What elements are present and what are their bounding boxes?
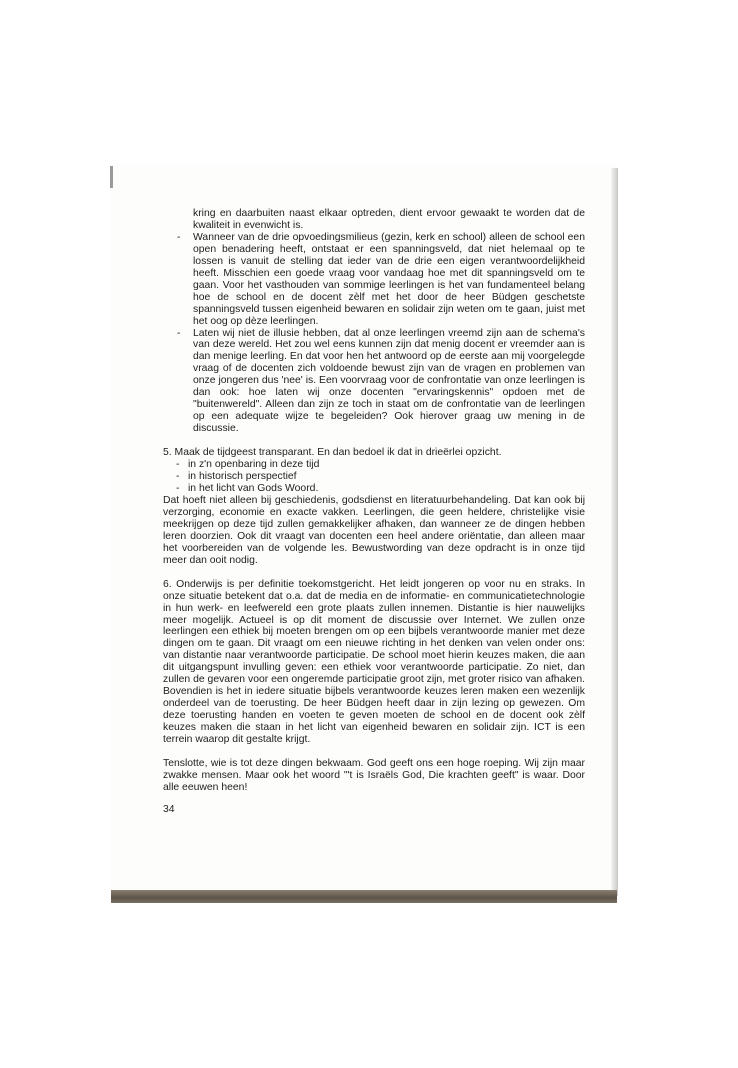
- bullet-text: Laten wij niet de illusie hebben, dat al onze leerlingen vreemd zijn aan de schema's van deze wereld. Het zou wel eens kunnen zijn dat menig docent er vreemder aan is dan menige leerling. En dat voor hen het antwoord op de eerste aan mij voorgelegde vraag of de docenten zich voldoende bewust zijn van de vragen en problemen van onze jongeren dus 'nee' is. Een voorvraag voor de confrontatie van onze leerlingen is dan ook: hoe laten wij onze docenten "ervaringskennis" opdoen met de "buitenwereld". Alleen dan zijn ze toch in staat om de confrontatie van de leerlingen op een adequate wijze te begeleiden? Ook hierover graag uw mening in de discussie.: [193, 327, 585, 435]
- list-item: - in historisch perspectief: [176, 471, 297, 483]
- closing-paragraph: Tenslotte, wie is tot deze dingen bekwaam. God geeft ons een hoge roeping. Wij zijn maar zwakke mensen. Maar ook het woord "'t is Israëls God, Die krachten geeft" is waar. Door alle eeuwen heen!: [163, 757, 585, 793]
- page-text: [163, 208, 585, 826]
- point-6-paragraph: 6. Onderwijs is per definitie toekomstgericht. Het leidt jongeren op voor nu en straks. In onze situatie betekent dat o.a. dat de media en de informatie- en communicatietechnologie in hun werk- en leefwereld een grote plaats zullen innemen. Distantie is hier nauwelijks meer mogelijk. Actueel is op dit moment de discussie over Internet. We zullen onze leerlingen een ethiek bij moeten brengen om op een bijbels verantwoorde manier met deze dingen om te gaan. Dit vraagt om een nieuwe richting in het denken van velen onder ons: van distantie naar verantwoorde participatie. De school moet hierin keuzes maken, die aan dit uitgangspunt invulling geven: een ethiek voor verantwoorde participatie. Zo niet, dan zullen de gevaren voor een ongeremde participatie groot zijn, met groter risico van afhaken. Bovendien is het in iedere situatie bijbels verantwoorde keuzes leren maken een wezenlijk onderdeel van de toerusting. De heer Büdgen heeft daar in zijn lezing op gewezen. Om deze toerusting handen en voeten te geven moeten de school en de docent ook zèlf keuzes maken die staan in het licht van eigenheid bewaren en solidair zijn. ICT is een terrein waarop dit gestalte krijgt.: [163, 578, 585, 746]
- point-5-body: Dat hoeft niet alleen bij geschiedenis, godsdienst en literatuurbehandeling. Dat kan ook bij verzorging, economie en exacte vakken. Leerlingen, die geen heldere, christelijke visie meekrijgen op deze tijd zullen gemakkelijker afhaken, dan wanneer ze de dingen hebben leren doorzien. Ook dit vraagt van docenten een heel andere oriëntatie, dan alleen maar het voorbereiden van de volgende les. Bewustwording van deze opdracht is in onze tijd meer dan ooit nodig.: [163, 494, 585, 566]
- bullet-item: [163, 328, 585, 436]
- point-5-list: [163, 459, 585, 495]
- page-number: 34: [163, 803, 175, 815]
- list-item: - in het licht van Gods Woord.: [176, 482, 319, 494]
- page-edge-shadow: [110, 166, 113, 188]
- bullet-dash: -: [177, 231, 181, 243]
- bullet-text: Wanneer van de drie opvoedingsmilieus (gezin, kerk en school) alleen de school een open benadering heeft, ontstaat er een spanningsveld, dat niet helemaal op te lossen is vanuit de stelling dat ieder van de drie een eigen verantwoordelijkheid heeft. Misschien een goede vraag voor vandaag hoe met dit spanningsveld om te gaan. Voor het vasthouden van sommige leerlingen is het van fundamenteel belang hoe de school en de docent zèlf met het door de heer Büdgen geschetste spanningsveld tussen eigenheid bewaren en solidair zijn weten om te gaan, juist met het oog op dèze leerlingen.: [193, 231, 585, 327]
- page-fold-shadow: [611, 168, 618, 896]
- point-5-heading: 5. Maak de tijdgeest transparant. En dan bedoel ik dat in drieërlei opzicht.: [163, 447, 502, 459]
- list-dash: -: [176, 459, 180, 471]
- bullet-item: [163, 232, 585, 328]
- list-item: - in z'n openbaring in deze tijd: [176, 459, 320, 471]
- intro-paragraph: kring en daarbuiten naast elkaar optreden, dient ervoor gewaakt te worden dat de kwaliteit in evenwicht is.: [193, 208, 585, 231]
- page-bottom-edge: [111, 890, 617, 903]
- bullet-dash: -: [177, 327, 181, 339]
- list-dash: -: [176, 471, 180, 483]
- list-dash: -: [176, 482, 180, 494]
